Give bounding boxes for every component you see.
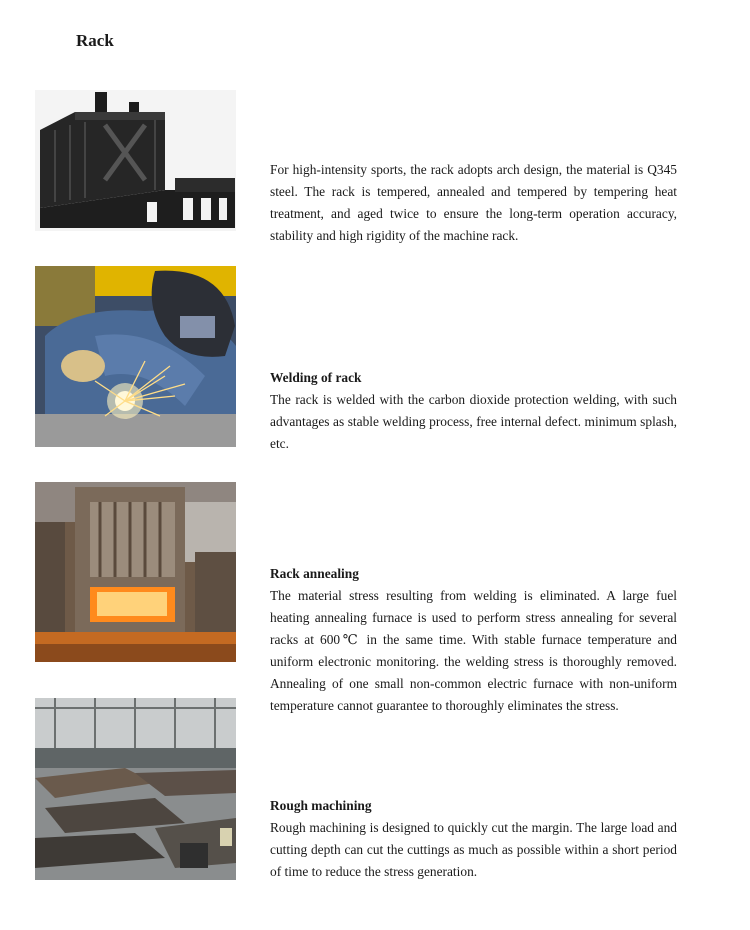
rack-frame-photo bbox=[35, 90, 236, 231]
rough-machining-text: Rough machining is designed to quickly cut the margin. The large load and cutting depth can cut the cuttings as much as possible within a short period of time to reduce the stress generation. bbox=[270, 820, 677, 879]
welder-photo bbox=[35, 266, 236, 447]
welding-heading: Welding of rack bbox=[270, 370, 362, 385]
rough-machining-heading: Rough machining bbox=[270, 798, 372, 813]
welding-text: The rack is welded with the carbon dioxide protection welding, with such advantages as stable welding process, free internal defect. minimum splash, etc. bbox=[270, 392, 677, 451]
annealing-furnace-photo bbox=[35, 482, 236, 662]
machining-workshop-photo bbox=[35, 698, 236, 880]
annealing-text: The material stress resulting from welding is eliminated. A large fuel heating annealing furnace is used to perform stress annealing for several racks at 600℃ in the same time. With stable furnace temperature and uniform electronic monitoring. the welding stress is thoroughly removed. Annealing of one small non-common electric furnace with non-uniform temperature cannot guarantee to thoroughly eliminates the stress. bbox=[270, 588, 677, 713]
page-title: Rack bbox=[76, 31, 114, 50]
rack-design-text: For high-intensity sports, the rack adopts arch design, the material is Q345 steel. The rack is tempered, annealed and tempered by tempering heat treatment, and aged twice to ensure the long-term operation accuracy, stability and high rigidity of the machine rack. bbox=[270, 162, 677, 243]
annealing-heading: Rack annealing bbox=[270, 566, 359, 581]
